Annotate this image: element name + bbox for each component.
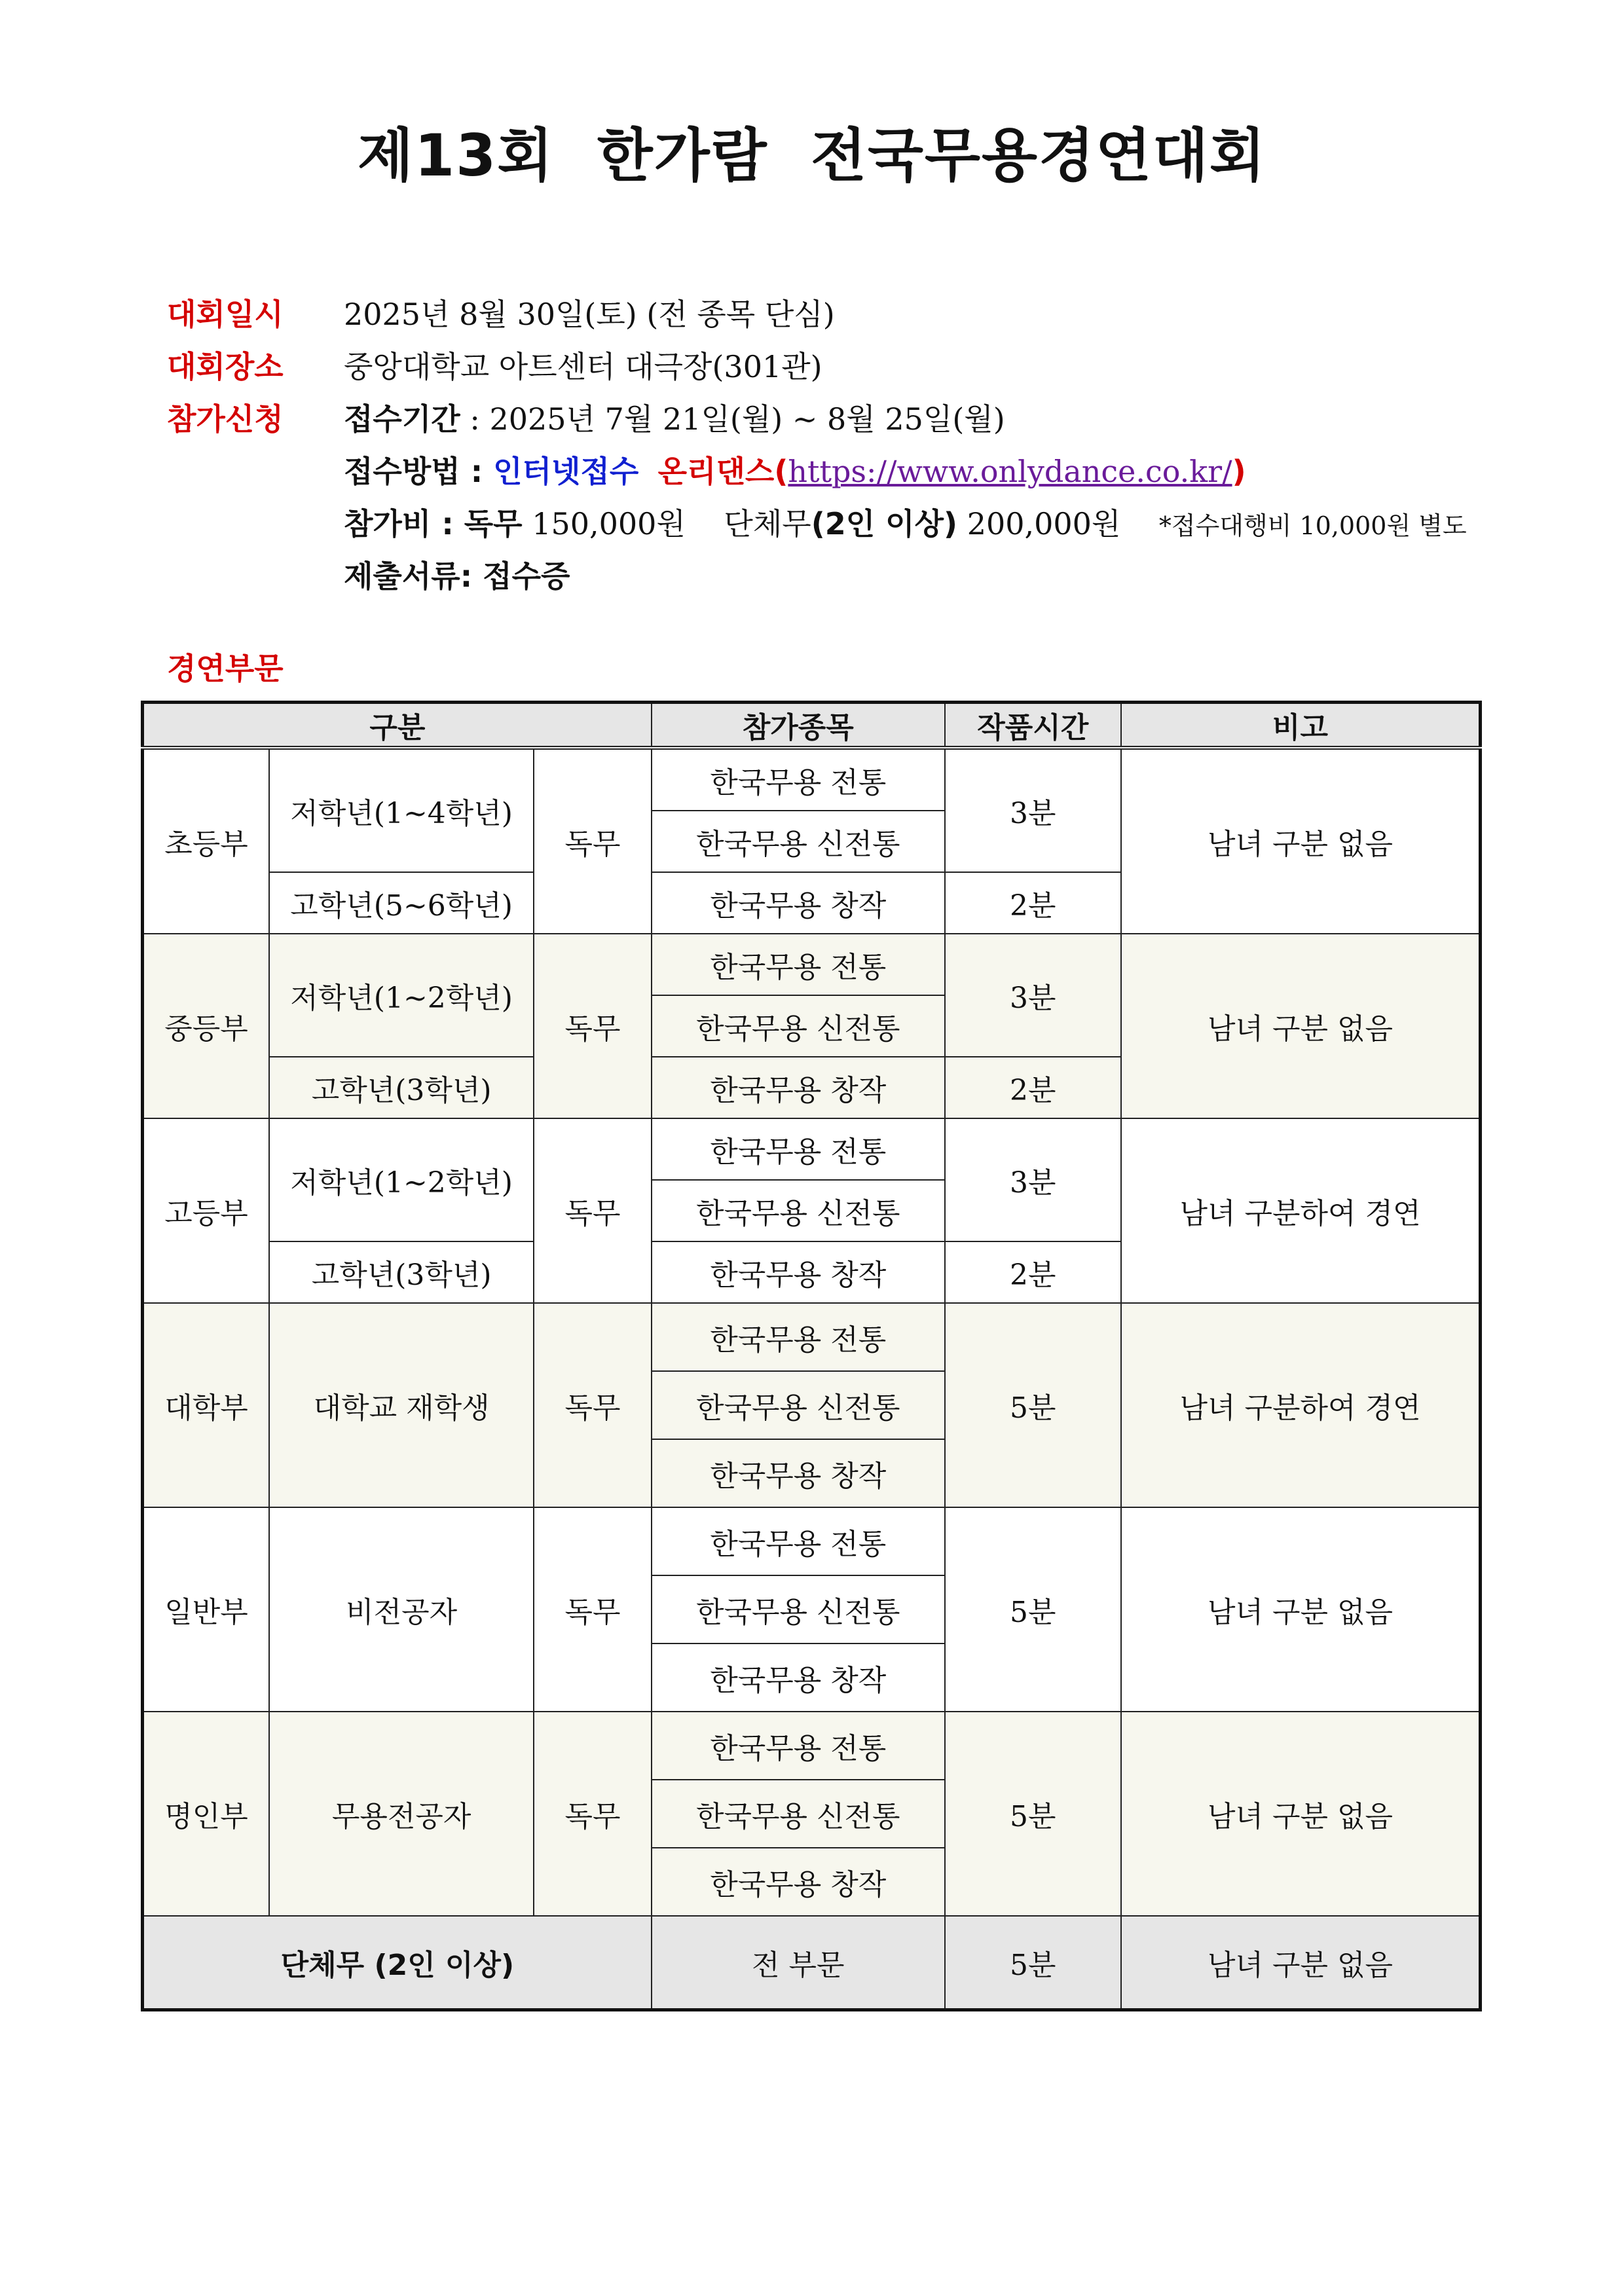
fee-group-value: 200,000원 xyxy=(957,506,1121,542)
apply-label: 참가신청 xyxy=(167,401,284,437)
note-cell: 남녀 구분하여 경연 xyxy=(1121,1303,1481,1507)
division-name: 일반부 xyxy=(143,1507,270,1712)
elementary-group xyxy=(143,748,1481,934)
item-cell: 한국무용 창작 xyxy=(652,1057,945,1118)
note-cell: 남녀 구분 없음 xyxy=(1121,934,1481,1118)
period-label: 접수기간 xyxy=(344,401,460,437)
general-group xyxy=(143,1507,1481,1712)
item-cell: 한국무용 전통 xyxy=(652,1303,945,1371)
time-cell: 2분 xyxy=(945,1241,1121,1303)
venue-label: 대회장소 xyxy=(167,349,284,384)
time-cell: 3분 xyxy=(945,748,1121,872)
time-cell: 5분 xyxy=(945,1303,1121,1507)
docs-label: 제출서류: xyxy=(344,559,483,594)
header-category: 구분 xyxy=(143,703,652,748)
method-close: ) xyxy=(1232,454,1246,489)
sub-division: 고학년(5~6학년) xyxy=(269,872,534,934)
item-cell: 한국무용 창작 xyxy=(652,872,945,934)
competition-table xyxy=(141,701,1482,2011)
table-row xyxy=(143,748,1481,811)
item-cell: 한국무용 신전통 xyxy=(652,1371,945,1439)
item-cell: 한국무용 신전통 xyxy=(652,1180,945,1241)
fee-group-label: 단체무 xyxy=(724,506,811,542)
time-cell: 5분 xyxy=(945,1712,1121,1916)
item-cell: 한국무용 창작 xyxy=(652,1439,945,1507)
solo-label: 독무 xyxy=(534,1712,652,1916)
venue-value: 중앙대학교 아트센터 대극장(301관) xyxy=(344,349,822,384)
item-cell: 한국무용 신전통 xyxy=(652,1575,945,1643)
period-value: : 2025년 7월 21일(월) ~ 8월 25일(월) xyxy=(460,401,1005,437)
note-cell: 남녀 구분 없음 xyxy=(1121,1507,1481,1712)
table-row xyxy=(143,934,1481,995)
fee-solo-value: 150,000원 xyxy=(522,506,686,542)
method-site: 온리댄스( xyxy=(657,454,788,489)
item-cell: 한국무용 창작 xyxy=(652,1848,945,1916)
method-internet: 인터넷접수 xyxy=(493,454,639,489)
table-row xyxy=(143,1303,1481,1371)
fee-label: 참가비 : xyxy=(344,506,464,542)
solo-label: 독무 xyxy=(534,1507,652,1712)
division-name: 대학부 xyxy=(143,1303,270,1507)
fee-note: *접수대행비 10,000원 별도 xyxy=(1158,511,1467,540)
solo-label: 독무 xyxy=(534,934,652,1118)
section-title: 경연부문 xyxy=(167,651,284,686)
group-name: 단체무 (2인 이상) xyxy=(143,1916,652,2010)
group-time: 5분 xyxy=(945,1916,1121,2010)
time-cell: 3분 xyxy=(945,934,1121,1057)
division-name: 중등부 xyxy=(143,934,270,1118)
note-cell: 남녀 구분 없음 xyxy=(1121,1712,1481,1916)
method-url-link[interactable]: https://www.onlydance.co.kr/ xyxy=(788,454,1232,489)
table-row xyxy=(143,1118,1481,1180)
sub-division: 비전공자 xyxy=(269,1507,534,1712)
college-group xyxy=(143,1303,1481,1507)
solo-label: 독무 xyxy=(534,1118,652,1303)
page-title: 제13회 한가람 전국무용경연대회 xyxy=(357,122,1267,189)
date-label: 대회일시 xyxy=(167,297,284,332)
sub-division: 저학년(1~4학년) xyxy=(269,748,534,872)
group-item: 전 부문 xyxy=(652,1916,945,2010)
sub-division: 고학년(3학년) xyxy=(269,1241,534,1303)
item-cell: 한국무용 전통 xyxy=(652,1712,945,1780)
item-cell: 한국무용 신전통 xyxy=(652,811,945,872)
docs-value: 접수증 xyxy=(483,559,570,594)
item-cell: 한국무용 전통 xyxy=(652,934,945,995)
note-cell: 남녀 구분 없음 xyxy=(1121,748,1481,934)
fee-group-cond: (2인 이상) xyxy=(811,506,958,542)
master-group xyxy=(143,1712,1481,1916)
header-note: 비고 xyxy=(1121,703,1481,748)
item-cell: 한국무용 신전통 xyxy=(652,1780,945,1848)
header-item: 참가종목 xyxy=(652,703,945,748)
solo-label: 독무 xyxy=(534,1303,652,1507)
sub-division: 고학년(3학년) xyxy=(269,1057,534,1118)
fee-solo-label: 독무 xyxy=(464,506,523,542)
date-value: 2025년 8월 30일(토) (전 종목 단심) xyxy=(344,297,835,332)
sub-division: 저학년(1~2학년) xyxy=(269,934,534,1057)
table-header-row xyxy=(143,703,1481,748)
note-cell: 남녀 구분하여 경연 xyxy=(1121,1118,1481,1303)
sub-division: 저학년(1~2학년) xyxy=(269,1118,534,1241)
table-row xyxy=(143,1507,1481,1575)
high-group xyxy=(143,1118,1481,1303)
division-name: 초등부 xyxy=(143,748,270,934)
group-dance-row xyxy=(143,1916,1481,2010)
method-label: 접수방법 : xyxy=(344,454,494,489)
middle-group xyxy=(143,934,1481,1118)
group-note: 남녀 구분 없음 xyxy=(1121,1916,1481,2010)
time-cell: 5분 xyxy=(945,1507,1121,1712)
division-name: 명인부 xyxy=(143,1712,270,1916)
sub-division: 무용전공자 xyxy=(269,1712,534,1916)
time-cell: 3분 xyxy=(945,1118,1121,1241)
item-cell: 한국무용 전통 xyxy=(652,1507,945,1575)
time-cell: 2분 xyxy=(945,1057,1121,1118)
header-time: 작품시간 xyxy=(945,703,1121,748)
sub-division: 대학교 재학생 xyxy=(269,1303,534,1507)
item-cell: 한국무용 창작 xyxy=(652,1241,945,1303)
item-cell: 한국무용 신전통 xyxy=(652,995,945,1057)
table-row xyxy=(143,1712,1481,1780)
division-name: 고등부 xyxy=(143,1118,270,1303)
solo-label: 독무 xyxy=(534,748,652,934)
time-cell: 2분 xyxy=(945,872,1121,934)
item-cell: 한국무용 전통 xyxy=(652,1118,945,1180)
item-cell: 한국무용 창작 xyxy=(652,1643,945,1712)
item-cell: 한국무용 전통 xyxy=(652,748,945,811)
